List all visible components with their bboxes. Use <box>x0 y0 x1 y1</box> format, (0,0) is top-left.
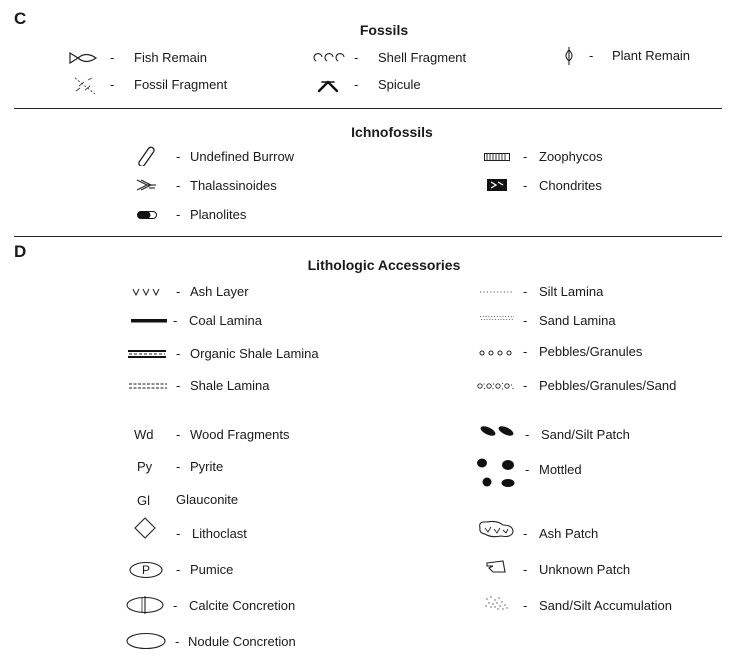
legend-label-coal-lamina: Coal Lamina <box>189 313 262 328</box>
mottled-icon <box>472 456 520 490</box>
separator: - <box>523 313 528 328</box>
spicule-icon <box>316 78 340 94</box>
separator: - <box>176 178 181 193</box>
legend-label-chondrites: Chondrites <box>539 178 602 193</box>
sand-lamina-icon <box>478 312 516 324</box>
legend-label-spicule: Spicule <box>378 77 421 92</box>
nodule-concretion-icon <box>124 630 168 652</box>
separator: - <box>523 344 528 359</box>
legend-label-mottled: Mottled <box>539 462 582 477</box>
separator: - <box>354 77 359 92</box>
legend-label-shell-fragment: Shell Fragment <box>378 50 467 65</box>
legend-label-fossil-fragment: Fossil Fragment <box>134 77 228 92</box>
thalassinoides-icon <box>134 176 158 194</box>
legend-label-undefined-burrow: Undefined Burrow <box>190 149 295 164</box>
pebbles-granules-icon <box>476 348 516 358</box>
separator: - <box>523 284 528 299</box>
fossil-fragment-icon <box>72 75 98 97</box>
separator: - <box>176 526 181 541</box>
sand-silt-accumulation-icon <box>482 594 512 612</box>
wood-fragments-icon: Wd <box>134 427 154 442</box>
separator: - <box>110 77 115 92</box>
unknown-patch-icon <box>484 558 508 576</box>
separator: - <box>525 462 530 477</box>
separator: - <box>523 526 528 541</box>
planolites-icon <box>136 209 158 221</box>
legend-label-lithoclast: Lithoclast <box>192 526 247 541</box>
shell-fragment-icon <box>312 50 348 66</box>
legend-label-zoophycos: Zoophycos <box>539 149 603 164</box>
legend-label-ash-patch: Ash Patch <box>539 526 599 541</box>
separator: - <box>176 149 181 164</box>
calcite-concretion-icon <box>124 594 166 616</box>
legend-label-shale-lamina: Shale Lamina <box>190 378 270 393</box>
pumice-symbol-text: P <box>141 563 150 577</box>
legend-label-plant-remain: Plant Remain <box>612 48 691 63</box>
legend-label-pebbles-granules: Pebbles/Granules <box>539 344 643 359</box>
separator: - <box>589 48 594 63</box>
separator: - <box>523 562 528 577</box>
separator: - <box>173 598 178 613</box>
ash-layer-icon <box>130 286 164 298</box>
separator: - <box>176 284 181 299</box>
sand-silt-patch-icon <box>478 422 518 440</box>
organic-shale-lamina-icon <box>127 348 167 360</box>
ichnofossils-heading: Ichnofossils <box>351 124 433 140</box>
separator: - <box>525 427 530 442</box>
separator: - <box>176 562 181 577</box>
separator: - <box>176 378 181 393</box>
legend-label-pumice: Pumice <box>190 562 234 577</box>
chondrites-icon <box>486 178 508 192</box>
separator: - <box>175 634 180 649</box>
separator: - <box>523 178 528 193</box>
legend-label-wood-fragments: Wood Fragments <box>190 427 290 442</box>
separator: - <box>176 346 181 361</box>
legend-label-pebbles-granules-sand: Pebbles/Granules/Sand <box>539 378 677 393</box>
legend-label-silt-lamina: Silt Lamina <box>539 284 604 299</box>
legend-label-sand-silt-patch: Sand/Silt Patch <box>541 427 630 442</box>
section-divider <box>14 236 722 237</box>
separator: - <box>523 149 528 164</box>
lithologic-accessories-heading: Lithologic Accessories <box>307 257 461 273</box>
legend-label-calcite-concretion: Calcite Concretion <box>189 598 296 613</box>
section-divider <box>14 108 722 109</box>
fish-icon <box>66 49 100 67</box>
ash-patch-icon <box>476 518 516 540</box>
undefined-burrow-icon <box>136 145 158 167</box>
legend-label-unknown-patch: Unknown Patch <box>539 562 631 577</box>
silt-lamina-icon <box>478 287 516 297</box>
legend-label-ash-layer: Ash Layer <box>190 284 249 299</box>
pebbles-granules-sand-icon <box>475 380 517 392</box>
separator: - <box>176 207 181 222</box>
separator: - <box>173 313 178 328</box>
legend-label-thalassinoides: Thalassinoides <box>190 178 277 193</box>
zoophycos-icon <box>482 150 512 164</box>
separator: - <box>176 427 181 442</box>
legend-label-glauconite: Glauconite <box>176 492 239 507</box>
legend-label-fish-remain: Fish Remain <box>134 50 207 65</box>
separator: - <box>523 378 528 393</box>
legend-label-pyrite: Pyrite <box>190 459 224 474</box>
section-letter-c: C <box>14 9 27 28</box>
section-letter-d: D <box>14 242 27 261</box>
coal-lamina-icon <box>130 317 168 325</box>
legend-label-organic-shale-lamina: Organic Shale Lamina <box>190 346 319 361</box>
fossils-heading: Fossils <box>359 22 409 38</box>
shale-lamina-icon <box>128 381 168 391</box>
legend-label-planolites: Planolites <box>190 207 247 222</box>
legend-label-nodule-concretion: Nodule Concretion <box>188 634 296 649</box>
separator: - <box>110 50 115 65</box>
lithoclast-icon <box>133 516 157 540</box>
plant-remain-icon <box>560 45 578 67</box>
legend-label-sand-silt-accumulation: Sand/Silt Accumulation <box>539 598 672 613</box>
glauconite-icon: Gl <box>137 493 150 508</box>
separator: - <box>354 50 359 65</box>
pyrite-icon: Py <box>137 459 153 474</box>
separator: - <box>176 459 181 474</box>
legend-label-sand-lamina: Sand Lamina <box>539 313 616 328</box>
separator: - <box>523 598 528 613</box>
pumice-icon <box>128 560 164 580</box>
